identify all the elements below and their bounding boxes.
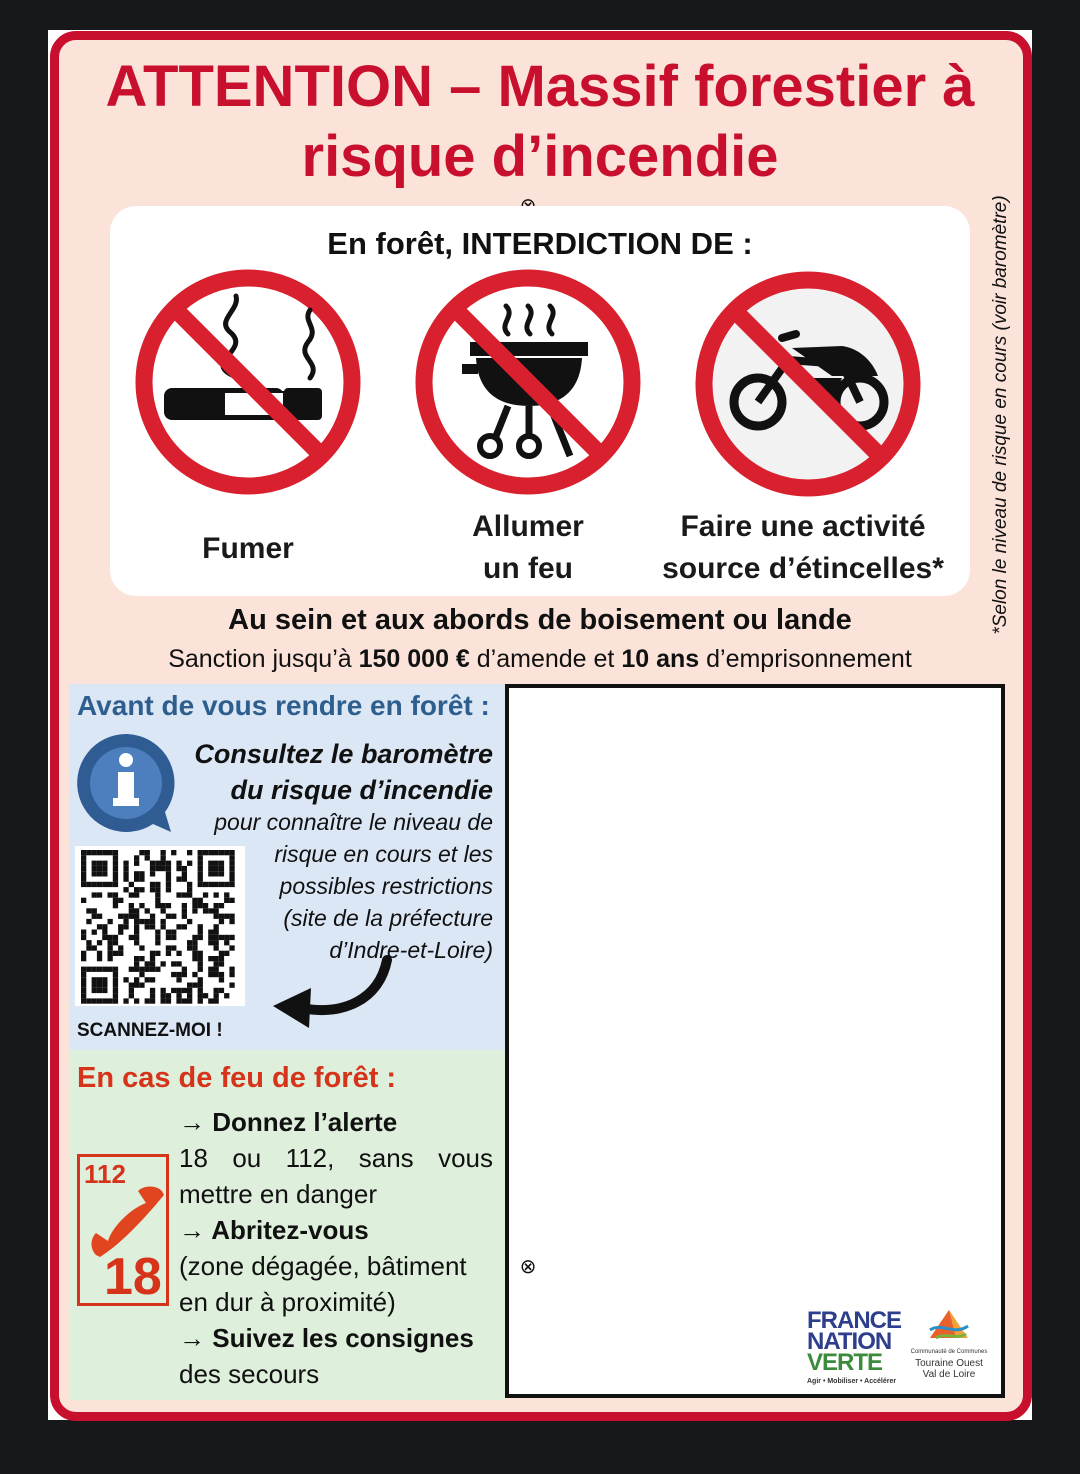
emergency-numbers-box bbox=[77, 1154, 169, 1306]
emergency-number-112: 112 bbox=[84, 1159, 126, 1189]
scope-line: Au sein et aux abords de boisement ou lande bbox=[228, 604, 852, 636]
prohibition-panel bbox=[110, 206, 970, 596]
curved-arrow-icon bbox=[263, 954, 393, 1034]
prohibition-heading: En forêt, INTERDICTION DE : bbox=[327, 226, 753, 261]
step-instructions-title: → Suivez les consignes bbox=[179, 1323, 474, 1353]
qr-code[interactable] bbox=[75, 846, 245, 1006]
fire-case-steps bbox=[179, 1104, 493, 1392]
prohibition-label-fire: Allumer un feu bbox=[472, 510, 584, 585]
prohibition-label-sparks: Faire une activité source d’étincelles* bbox=[662, 510, 944, 585]
france-nation-verte-logo: FRANCE NATION VERTE Agir • Mobiliser • Accélérer bbox=[807, 1307, 901, 1385]
barometer-callout: Consultez le baromètre du risque d’incendie bbox=[194, 739, 493, 805]
fire-case-section bbox=[69, 1050, 505, 1400]
fire-case-title: En cas de feu de forêt : bbox=[77, 1062, 397, 1094]
title-line-2: risque d’incendie bbox=[301, 124, 779, 189]
no-smoking-icon bbox=[132, 266, 364, 498]
footnote-text: *Selon le niveau de risque en cours (voir baromètre) bbox=[990, 195, 1011, 635]
scan-me-label: SCANNEZ-MOI ! bbox=[77, 1020, 223, 1041]
no-barbecue-icon bbox=[412, 266, 644, 498]
touraine-ouest-logo: Communauté de Communes Touraine Ouest Val de Loire bbox=[909, 1308, 989, 1380]
phone-icon bbox=[86, 1183, 170, 1257]
barometer-description: pour connaître le niveau de risque en cours et les possibles restrictions (site de la préfecture d’Indre-et-Loire) bbox=[214, 809, 493, 963]
step-alert-line2: mettre en danger bbox=[179, 1179, 378, 1209]
step-alert-line1: 18 ou 112, sans vous bbox=[179, 1143, 493, 1173]
blank-box bbox=[505, 684, 1005, 1398]
step-shelter-line2: en dur à proximité) bbox=[179, 1287, 396, 1317]
prohibition-label-smoking: Fumer bbox=[202, 532, 294, 565]
sanction-line: Sanction jusqu’à 150 000 € d’amende et 10 ans d’emprisonnement bbox=[168, 645, 912, 673]
before-forest-title: Avant de vous rendre en forêt : bbox=[77, 690, 490, 721]
before-forest-section bbox=[69, 684, 505, 1050]
emergency-number-18: 18 bbox=[104, 1248, 162, 1306]
step-instructions-line1: des secours bbox=[179, 1359, 320, 1389]
marker-symbol-bottom: ⊗ bbox=[519, 1256, 537, 1278]
poster-title bbox=[70, 52, 1010, 192]
footnote-vertical bbox=[990, 150, 1012, 680]
no-motorbike-icon bbox=[692, 268, 924, 500]
title-line-1: ATTENTION – Massif forestier à bbox=[105, 54, 975, 119]
step-shelter-title: → Abritez-vous bbox=[179, 1215, 369, 1245]
touraine-ouest-emblem-icon bbox=[926, 1308, 972, 1344]
step-alert-title: → Donnez l’alerte bbox=[179, 1107, 398, 1137]
step-shelter-line1: (zone dégagée, bâtiment bbox=[179, 1251, 467, 1281]
